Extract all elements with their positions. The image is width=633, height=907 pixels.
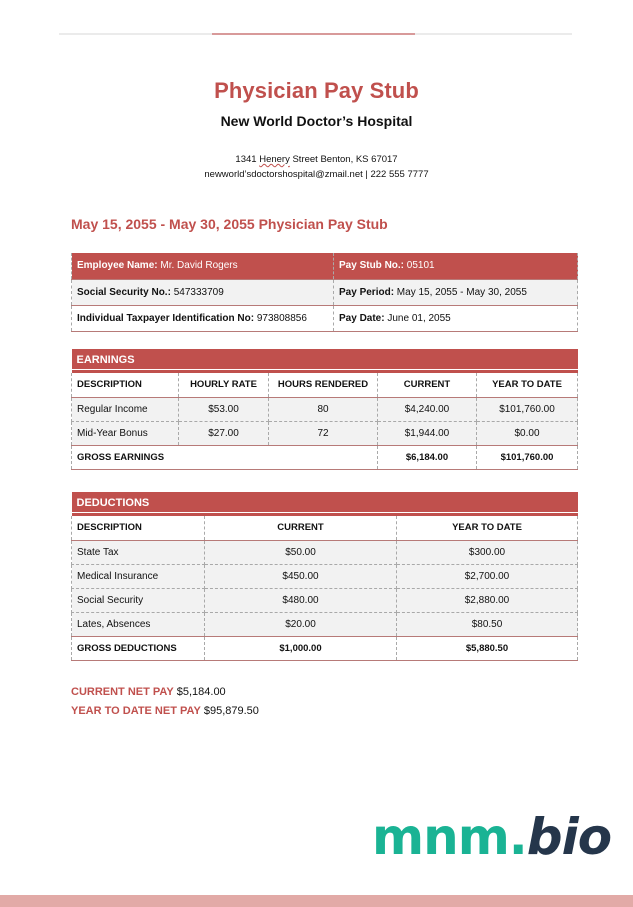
- street-address-line: [0, 152, 633, 167]
- deduction-current: $450.00: [205, 564, 397, 588]
- itin-label: Individual Taxpayer Identification No:: [77, 312, 255, 324]
- gross-earnings-label: GROSS EARNINGS: [72, 445, 378, 469]
- earning-description: Regular Income: [72, 397, 179, 421]
- col-hourly-rate: HOURLY RATE: [179, 373, 269, 397]
- pay-period-cell: [334, 279, 578, 305]
- current-net-pay-value: $5,184.00: [173, 686, 226, 698]
- ssn-value: 547333709: [170, 286, 224, 298]
- deduction-current: $480.00: [205, 588, 397, 612]
- watermark-part2: bio: [526, 808, 612, 866]
- address-street-name: Henery: [259, 154, 290, 165]
- hospital-address: [0, 152, 633, 182]
- employee-info-table: [71, 253, 578, 332]
- info-row: [72, 253, 578, 279]
- table-row: [72, 588, 578, 612]
- earning-ytd: $101,760.00: [477, 397, 578, 421]
- address-rest: Street Benton, KS 67017: [292, 154, 398, 165]
- contact-line: newworld’sdoctorshospital@zmail.net | 222 555 7777: [204, 169, 429, 180]
- col-description: DESCRIPTION: [72, 373, 179, 397]
- employee-name-label: Employee Name:: [77, 260, 158, 272]
- earnings-table: [71, 349, 578, 470]
- deduction-description: Social Security: [72, 588, 205, 612]
- earnings-header-row: [72, 373, 578, 397]
- earning-ytd: $0.00: [477, 421, 578, 445]
- deduction-ytd: $2,700.00: [397, 564, 578, 588]
- pay-period-value: May 15, 2055 - May 30, 2055: [394, 286, 527, 298]
- employee-name-value: Mr. David Rogers: [157, 260, 238, 272]
- deduction-current: $20.00: [205, 612, 397, 636]
- earning-hours: 80: [269, 397, 378, 421]
- ytd-net-pay-value: $95,879.50: [200, 705, 259, 717]
- gross-deductions-label: GROSS DEDUCTIONS: [72, 636, 205, 660]
- deductions-table: [71, 492, 578, 661]
- current-net-pay-label: CURRENT NET PAY: [71, 686, 174, 698]
- period-heading: May 15, 2055 - May 30, 2055 Physician Pay Stub: [71, 216, 388, 232]
- earning-hourly-rate: $53.00: [179, 397, 269, 421]
- itin-cell: [72, 305, 334, 331]
- watermark-logo: [372, 808, 612, 866]
- table-row: [72, 397, 578, 421]
- earning-description: Mid-Year Bonus: [72, 421, 179, 445]
- col-hours-rendered: HOURS RENDERED: [269, 373, 378, 397]
- ssn-cell: [72, 279, 334, 305]
- pay-stub-no-value: 05101: [404, 260, 435, 272]
- deduction-description: Lates, Absences: [72, 612, 205, 636]
- deductions-header-row: [72, 516, 578, 540]
- gross-deductions-row: [72, 636, 578, 660]
- col-year-to-date: YEAR TO DATE: [477, 373, 578, 397]
- earning-hourly-rate: $27.00: [179, 421, 269, 445]
- gross-deductions-current: $1,000.00: [205, 636, 397, 660]
- earning-current: $4,240.00: [378, 397, 477, 421]
- col-current: CURRENT: [205, 516, 397, 540]
- deduction-ytd: $2,880.00: [397, 588, 578, 612]
- deduction-current: $50.00: [205, 540, 397, 564]
- info-row: [72, 305, 578, 331]
- deduction-description: Medical Insurance: [72, 564, 205, 588]
- ytd-net-pay: [71, 705, 259, 717]
- ytd-net-pay-label: YEAR TO DATE NET PAY: [71, 705, 201, 717]
- pay-stub-no-cell: [334, 253, 578, 279]
- gross-earnings-current: $6,184.00: [378, 445, 477, 469]
- document-title: Physician Pay Stub: [214, 78, 419, 103]
- ssn-label: Social Security No.:: [77, 286, 171, 298]
- deduction-ytd: $300.00: [397, 540, 578, 564]
- pay-period-label: Pay Period:: [339, 286, 395, 298]
- current-net-pay: [71, 686, 226, 698]
- col-current: CURRENT: [378, 373, 477, 397]
- gross-earnings-ytd: $101,760.00: [477, 445, 578, 469]
- pay-stub-no-label: Pay Stub No.:: [339, 260, 405, 272]
- pay-date-cell: [334, 305, 578, 331]
- deduction-description: State Tax: [72, 540, 205, 564]
- watermark-part1: mnm.: [372, 808, 527, 866]
- gross-earnings-row: [72, 445, 578, 469]
- itin-value: 973808856: [254, 312, 307, 324]
- deductions-section-title: DEDUCTIONS: [72, 492, 578, 512]
- col-description: DESCRIPTION: [72, 516, 205, 540]
- address-number: 1341: [235, 154, 257, 165]
- bottom-bar: [0, 895, 633, 907]
- gross-deductions-ytd: $5,880.50: [397, 636, 578, 660]
- employee-name-cell: [72, 253, 334, 279]
- col-year-to-date: YEAR TO DATE: [397, 516, 578, 540]
- pay-date-label: Pay Date:: [339, 312, 385, 324]
- table-row: [72, 612, 578, 636]
- top-divider-accent: [212, 33, 415, 35]
- earning-hours: 72: [269, 421, 378, 445]
- hospital-name: New World Doctor’s Hospital: [220, 113, 413, 129]
- deduction-ytd: $80.50: [397, 612, 578, 636]
- earning-current: $1,944.00: [378, 421, 477, 445]
- pay-date-value: June 01, 2055: [384, 312, 451, 324]
- table-row: [72, 421, 578, 445]
- table-row: [72, 564, 578, 588]
- info-row: [72, 279, 578, 305]
- earnings-section-title: EARNINGS: [72, 349, 578, 369]
- table-row: [72, 540, 578, 564]
